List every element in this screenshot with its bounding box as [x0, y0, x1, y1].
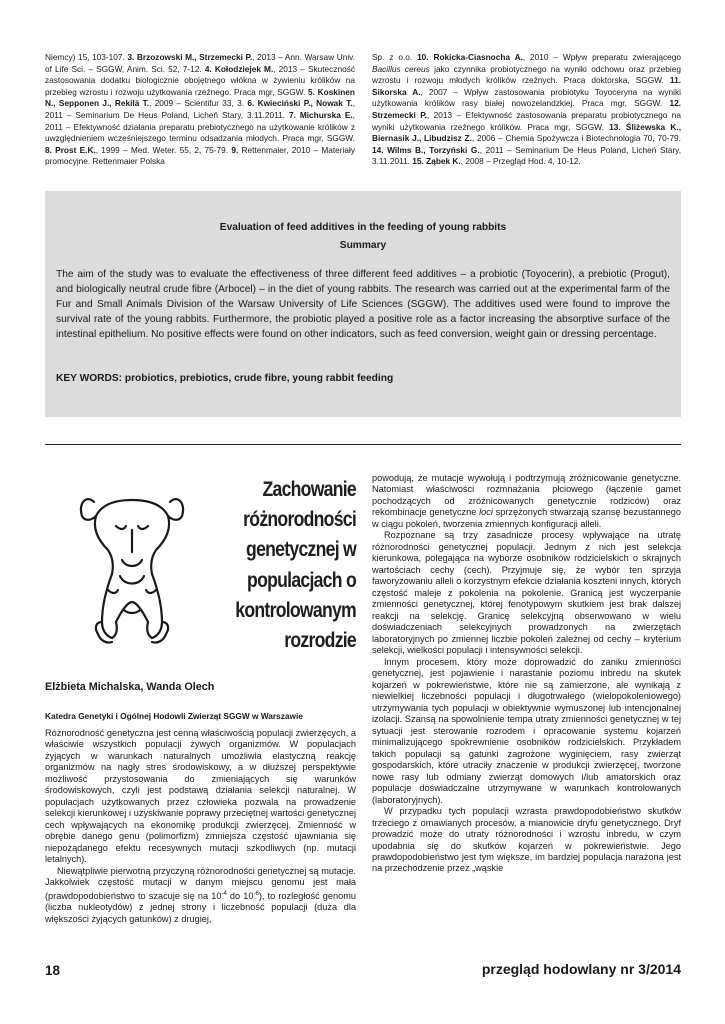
body-paragraph: Różnorodność genetyczna jest cenną właściwością populacji zwierzęcych, a właściwie wszystkich populacji żywych organizmów. W populacjach żyjących w warunkach naturalnych umożliwia elastyczną reakcję organizmów na nagły stres środowiskowy, a w dłuższej perspektywie możliwość przystosowania do zmieniających się warunków środowiskowych, czyli jest podstawą działania selekcji naturalnej. W populacjach użytkowanych przez człowieka pozwala na prowadzenie selekcji kierunkowej i uzyskiwanie poprawy przeciętnej wartości genetycznej cech wpływających na ekonomikę produkcji zwierzęcej. Zmienność w obrębie danego genu (polimorfizm) zmniejsza częstość ujawniania się niepożądanego efektu recesywnych mutacji szkodliwych (np. mutacji letalnych).: [45, 728, 356, 865]
summary-body: The aim of the study was to evaluate the effectiveness of three different feed additives – a probiotic (Toyocerin), a prebiotic (Progut), and biologically neutral crude fibre (Arbocel) – in the diet of young rabbits. The research was carried out at the experimental farm of the Fur and Small Animals Division of the Warsaw University of Life Sciences (SGGW). The additives used were found to improve the survival rate of the young rabbits. Furthermore, the probiotic played a positive role as a factor increasing the absorptive surface of the intestinal epithelium. No positive effects were found on other indicators, such as feed conversion, weight gain or dressing percentage.: [56, 269, 670, 340]
summary-keywords: KEY WORDS: probiotics, prebiotics, crude fibre, young rabbit feeding: [56, 373, 394, 384]
references-left-column: [45, 52, 355, 168]
summary-subtitle: Summary: [339, 240, 387, 251]
english-summary-box: [45, 191, 681, 417]
body-paragraph: Niewątpliwie pierwotną przyczyną różnorodności genetycznej są mutacje. Jakkolwiek częstość mutacji w danym miejscu genomu jest mała (prawdopodobieństwo to szacuje się na $10^{-4}$ do $10^{-6}$), to rozległość genomu (liczba nukleotydów) z jednej strony i liczebność populacji (duża dla większości żyjących gatunków) z drugiej,: [45, 865, 357, 924]
article-affiliation: Katedra Genetyki i Ogólnej Hodowli Zwierząt SGGW w Warszawie: [45, 711, 303, 721]
summary-title: Evaluation of feed additives in the feeding of young rabbits: [219, 222, 507, 233]
references-right-column: [372, 52, 681, 168]
article-authors: Elżbieta Michalska, Wanda Olech: [45, 681, 215, 693]
body-paragraph: Rozpoznane są trzy zasadnicze procesy wpływające na utratę różnorodności genetycznej populacji. Jednym z nich jest selekcja kierunkowa, polegająca na wyborze osobników rodzicielskich o skrajnych wartościach cechy (cech). Przyjmuje się, że wybór ten sprzyja faworyzowaniu alleli o korzystnym efekcie działania koszteni innych, których częstość maleje z pokolenia na pokolenie. Granicą jest wyczerpanie zmienności genetycznej, której fenotypowym skutkiem jest brak dalszej reakcji na selekcję. Granicę selekcyjną obserwowano w wielu doświadczeniach selekcyjnych prowadzonych na zwierzętach laboratoryjnych po zmiennej liczbie pokoleń zależnej od cechy – kryterium selekcji, wielkości populacji i intensywności selekcji.: [372, 530, 681, 656]
body-paragraph: W przypadku tych populacji wzrasta prawdopodobieństwo skutków trzeciego z omawianych procesów, a mianowicie dryfu genetycznego. Dryf prowadzić może do utraty różnorodności i wzrostu inbredu, w czym upodabnia się do skutków kojarzeń w pokrewieństwie. Jego prawdopodobieństwo jest tym większe, im bardziej populacja narażona jest na przechodzenie przez „wąskie: [372, 806, 681, 874]
references-text-left: Niemcy) 15, 103-107. 3. Brzozowski M., Strzemecki P., 2013 – Ann. Warsaw Univ. of Life Sci. – SGGW, Anim. Sci. 52, 7-12. 4. Kołodziejek M., 2013 – Skuteczność zastosowania dodatku biologicznie obojętnego włókna w żywieniu królików na przebieg wzrostu i rozwoju użytkowania rzeźnego. Praca mgr, SGGW. 5. Koskinen N., Sepponen J., Rekilä T., 2009 – Scientifur 33, 3. 6. Kwieciński P., Nowak T., 2011 – Seminarium De Heus Poland, Licheń Stary, 3.11.2011. 7. Michurska E., 2011 – Efektywność działania preparatu prebiotycznego na użytkowanie królików z uwzględnieniem wcześniejszego terminu odsadzania młodych. Praca mgr, SGGW. 8. Prost E.K., 1999 – Med. Weter. 55, 2, 75-79. 9. Rettenmaier, 2010 – Materiały promocyjne. Rettenmaier Polska: [45, 52, 356, 167]
body-paragraph: powodują, że mutacje wywołują i podtrzymują zróżnicowanie genetyczne. Natomiast właściwości rozmnażania płciowego (łączenie gamet pochodzących od zróżnicowanych genetycznie rodziców) oraz rekombinacje genetyczne loci sprzężonych stwarzają szansę bezustannego w ciągu pokoleń, tworzenia zmiennych konfiguracji alleli.: [372, 473, 681, 529]
body-paragraph: Innym procesem, który może doprowadzić do zaniku zmienności genetycznej, jest pojawienie i narastanie poziomu inbredu na skutek kojarzeń w pokrewieństwie, które nie są zamierzone, ale wynikają z niewielkiej liczebności populacji i długotrwałego (wielopokoleniowego) utrzymywania tych populacji w obiektywnie wymuszonej lub intencjonalnej izolacji. Szansą na spowolnienie tempa utraty zmienności genetycznej w tej sytuacji jest sterowanie rozrodem i opracowanie systemu kojarzeń minimalizującego spokrewnienie osobników rodzicielskich. Przykładem takich populacji są gatunki zagrożone wyginięciem, rasy zwierząt gospodarskich, które utraciły znaczenie w produkcji zwierzęcej, tworzone nowe rasy lub odmiany zwierząt domowych i/lub amatorskich oraz populacje doświadczalne utrzymywane w warunkach kontrolowanych (laboratoryjnych).: [372, 656, 681, 805]
page-number: 18: [45, 963, 61, 978]
section-divider: [45, 444, 681, 445]
bison-illustration: [72, 490, 192, 650]
references-text-right: Sp. z o.o. 10. Rokicka-Ciasnocha A., 2010 – Wpływ preparatu zwierającego Bacillus cereus jako czynnika probiotycznego na wyniki odchowu oraz przebieg wzrostu i rozwoju młodych królików rzeźnych. Praca doktorska, SGGW. 11. Sikorska A., 2007 – Wpływ zastosowania probiotyku Toyoceryna na wyniki użytkowania królików rasy białej nowozelandzkiej. Praca mgr, SGGW. 12. Strzemecki P., 2013 – Efektywność zastosowania preparatu probiotycznego na wyniki użytkowania rzeźnego królików. Praca mgr, SGGW. 13. Śliżewska K., Biernasik J., Libudzisz Z., 2006 – Chemia Spożywcza i Biotechnologia 70, 70-79. 14. Wilms B., Torzyński G., 2011 – Seminarium De Heus Poland, Licheń Stary, 3.11.2011. 15. Ząbek K., 2008 – Przegląd Hod. 4, 10-12.: [372, 52, 682, 167]
article-title: Zachowanie różnorodności genetycznej w populacjach o kontrolowanym rozrodzie: [235, 477, 356, 653]
article-body-right-column: [372, 473, 681, 875]
journal-name: przegląd hodowlany nr 3/2014: [481, 961, 681, 977]
article-body-left-column: [45, 728, 356, 925]
